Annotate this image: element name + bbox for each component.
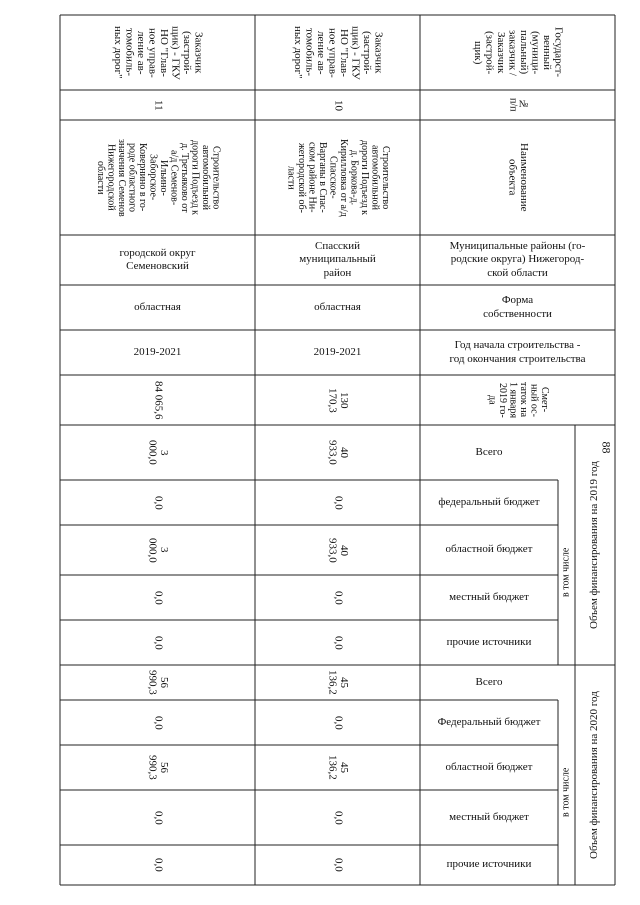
row10-years: 2019-2021: [313, 345, 362, 358]
page-number: 88: [599, 441, 614, 454]
header-object: Наименование объекта: [506, 143, 531, 212]
row11-y2019-total: 3 000,0: [146, 440, 171, 465]
row10-y2020-local: 0,0: [332, 810, 345, 825]
header-federal_2019: федеральный бюджет: [438, 495, 540, 508]
row11-y2020-other: 0,0: [152, 858, 165, 872]
row10-object: Строительство автомобильной дороги Подъезд к д. Боркова-д. Кирилловка от а/д Спасское- Варганы в Спас- ском районе Ни- жегородской об- ласти: [285, 138, 391, 217]
header-financing-2020: Объем финансирования на 2020 год: [588, 691, 601, 859]
row10-customer: Заказчик (застрой- щик) - ГКУ НО "Глав- ное управ- ление ав- томобиль- ных дорог": [291, 25, 385, 80]
row10-y2020-total: 45 136,2: [326, 670, 351, 695]
header-district: Муниципальные районы (го- родские округа) Нижегород- ской области: [449, 240, 586, 279]
row10-y2019-federal: 0,0: [332, 495, 345, 510]
row11-y2020-federal: 0,0: [152, 715, 165, 730]
row10-balance: 130 170,3: [326, 387, 351, 413]
header-regional: областной бюджет: [445, 760, 533, 773]
row11-y2019-local: 0,0: [152, 590, 165, 605]
row10-y2019-total: 40 933,0: [326, 440, 351, 465]
header-ownership: Форма собственности: [483, 294, 552, 320]
header-local: местный бюджет: [449, 590, 529, 603]
header-other: прочие источники: [446, 858, 532, 871]
header-total: Всего: [475, 675, 503, 688]
row10-y2019-regional: 40 933,0: [326, 537, 351, 563]
row10-y2020-other: 0,0: [332, 858, 345, 872]
header-incl-2019: в том числе: [560, 547, 572, 598]
row11-y2020-total: 56 990,3: [146, 670, 171, 695]
header-customer: Государст- венный (муници- пальный) заказчик / Заказчик (застрой- щик): [471, 27, 565, 78]
row10-y2019-local: 0,0: [332, 590, 345, 605]
row11-y2020-local: 0,0: [152, 810, 165, 825]
header-years: Год начала строительства - год окончания строительства: [449, 339, 586, 365]
header-local: местный бюджет: [449, 810, 529, 823]
header-federal_2020: Федеральный бюджет: [437, 715, 541, 728]
row10-y2020-regional: 45 136,2: [326, 755, 351, 780]
header-other: прочие источники: [446, 635, 532, 648]
row11-district: городской округ Семеновский: [119, 246, 196, 272]
row10-ownership: областная: [314, 300, 361, 313]
row11-y2019-regional: 3 000,0: [146, 537, 171, 563]
row10-num: 10: [332, 99, 345, 111]
row11-customer: Заказчик (застрой- щик) - ГКУ НО "Глав- ное управ- ление ав- томобиль- ных дорог": [111, 25, 205, 80]
header-incl-2020: в том числе: [560, 767, 572, 818]
row10-district: Спасский муниципальный район: [299, 240, 376, 279]
header-regional: областной бюджет: [445, 543, 533, 556]
row10-y2020-federal: 0,0: [332, 715, 345, 730]
row11-years: 2019-2021: [133, 345, 182, 358]
row11-y2019-other: 0,0: [152, 635, 165, 650]
row11-y2020-regional: 56 990,3: [146, 755, 171, 780]
header-num: № п/п: [507, 98, 529, 112]
header-total: Всего: [475, 445, 503, 458]
row11-y2019-federal: 0,0: [152, 495, 165, 510]
row11-num: 11: [152, 99, 165, 111]
row11-ownership: областная: [134, 300, 181, 313]
header-balance: Смет- ный ос- таток на 1 января 2019 го- да: [486, 381, 550, 419]
row11-object: Строительство автомобильной дороги Подъезд к д. Третьяково от а/д Семенов- Ильино- Заборское- Ковернино в го- роде областного значения Семенов Нижегородской области: [95, 138, 222, 217]
header-financing-2019: Объем финансирования на 2019 год: [588, 461, 601, 629]
row11-balance: 84 065,6: [152, 380, 165, 420]
row10-y2019-other: 0,0: [332, 635, 345, 650]
